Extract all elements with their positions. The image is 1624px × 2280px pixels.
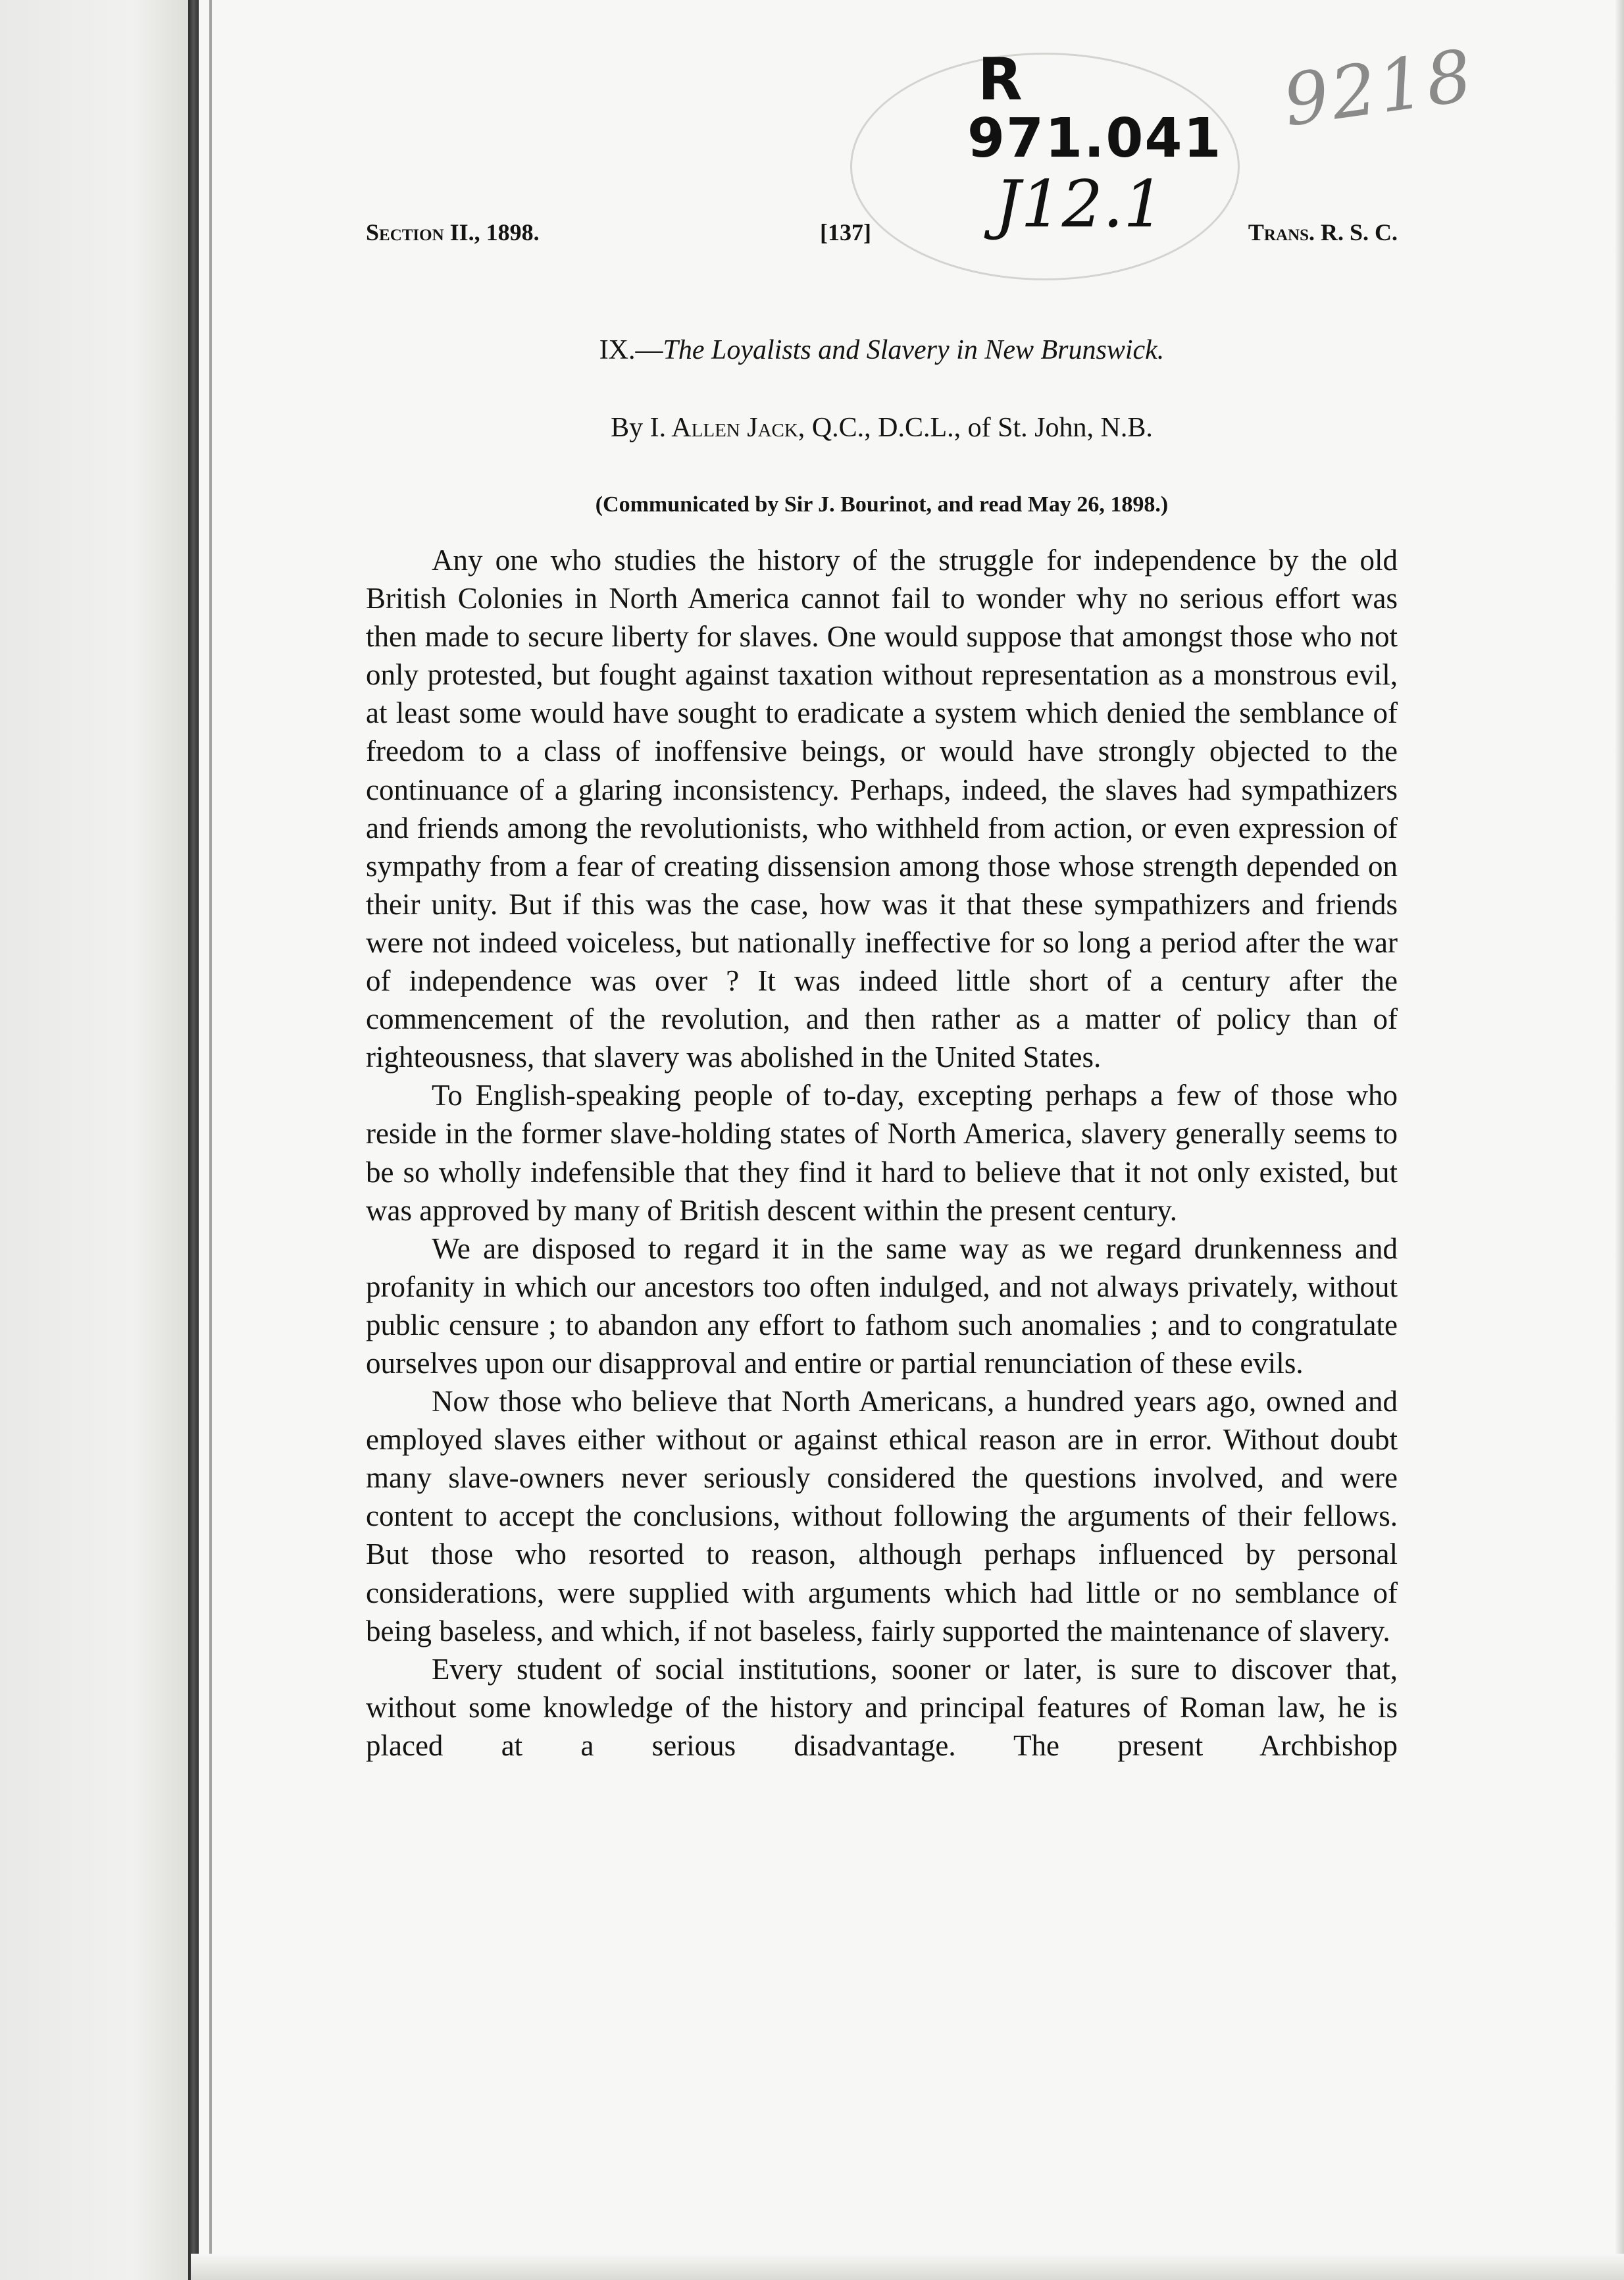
binding-shadow (209, 0, 212, 2280)
header-page-number: [137] (820, 219, 871, 246)
byline-prefix: By (611, 413, 644, 443)
paragraph: Now those who believe that North Americans, a hundred years ago, owned and employed slaves either without or against ethical reason are in error. Without doubt many slave-owners never seriously considered the questions involved, and were content to accept the conclusions, without following the arguments of their fellows. But those who resorted to reason, although perhaps influenced by personal considerations, were supplied with arguments which had little or no semblance of being baseless, and which, if not baseless, fairly supported the maintenance of slavery. (366, 1385, 1398, 1647)
right-page-edge (1615, 0, 1624, 2280)
title-numeral: IX.— (599, 335, 663, 365)
handwritten-number: 9218 (1278, 34, 1480, 143)
title-text: The Loyalists and Slavery in New Brunswick. (663, 335, 1165, 365)
article-title (366, 334, 1398, 366)
byline-author: I. Allen Jack, (649, 413, 805, 443)
paragraph: We are disposed to regard it in the same way as we regard drunkenness and profanity in which our ancestors too often indulged, and not always privately, without public censure ; to abandon any effort to fathom such anomalies ; and to congratulate ourselves upon our disapproval and entire or partial renunciation of these evils. (366, 1231, 1398, 1380)
header-journal: Trans. R. S. C. (1248, 219, 1398, 246)
byline-credentials: Q.C., D.C.L., of St. John, N.B. (811, 413, 1153, 443)
running-header (366, 212, 1398, 258)
call-letter: R (978, 45, 1023, 113)
paragraph: Any one who studies the history of the struggle for independence by the old British Colonies in North America cannot fail to wonder why no serious effort was then made to secure liberty for slaves. One would suppose that amongst those who not only protested, but fought against taxation without representation as a monstrous evil, at least some would have sought to eradicate a system which denied the semblance of freedom to a class of inoffensive beings, or would have strongly objected to the continuance of a glaring inconsistency. Perhaps, indeed, the slaves had sympathizers and friends among the revolutionists, who withheld from action, or even expression of sympathy from a fear of creating dissension among those whose strength depended on their unity. But if this was the case, how was it that these sympathizers and friends were not indeed voiceless, but nationally ineffective for so long a period after the war of independence was over ? It was indeed little short of a century after the commencement of the revolution, and then rather as a matter of policy than of righteousness, that slavery was abolished in the United States. (366, 544, 1398, 1074)
article-body (366, 541, 1398, 1765)
paragraph: Every student of social institutions, sooner or later, is sure to discover that, without some knowledge of the history and principal features of Roman law, he is placed at a serious disadvantage. The present Archbishop (366, 1652, 1398, 1762)
cutter-number: J12.1 (995, 167, 1165, 242)
communicated-note: (Communicated by Sir J. Bourinot, and read May 26, 1898.) (595, 492, 1169, 517)
left-binding-strip (0, 0, 191, 2280)
bottom-page-edge (191, 2254, 1624, 2280)
byline (366, 412, 1398, 444)
call-number: 971.041 (967, 107, 1223, 170)
header-section: Section II., 1898. (366, 219, 540, 246)
binding-edge (188, 0, 199, 2280)
paragraph: To English-speaking people of to-day, excepting perhaps a few of those who reside in the former slave-holding states of North America, slavery generally seems to be so wholly indefensible that they find it hard to believe that it not only existed, but was approved by many of British descent within the present century. (366, 1079, 1398, 1227)
